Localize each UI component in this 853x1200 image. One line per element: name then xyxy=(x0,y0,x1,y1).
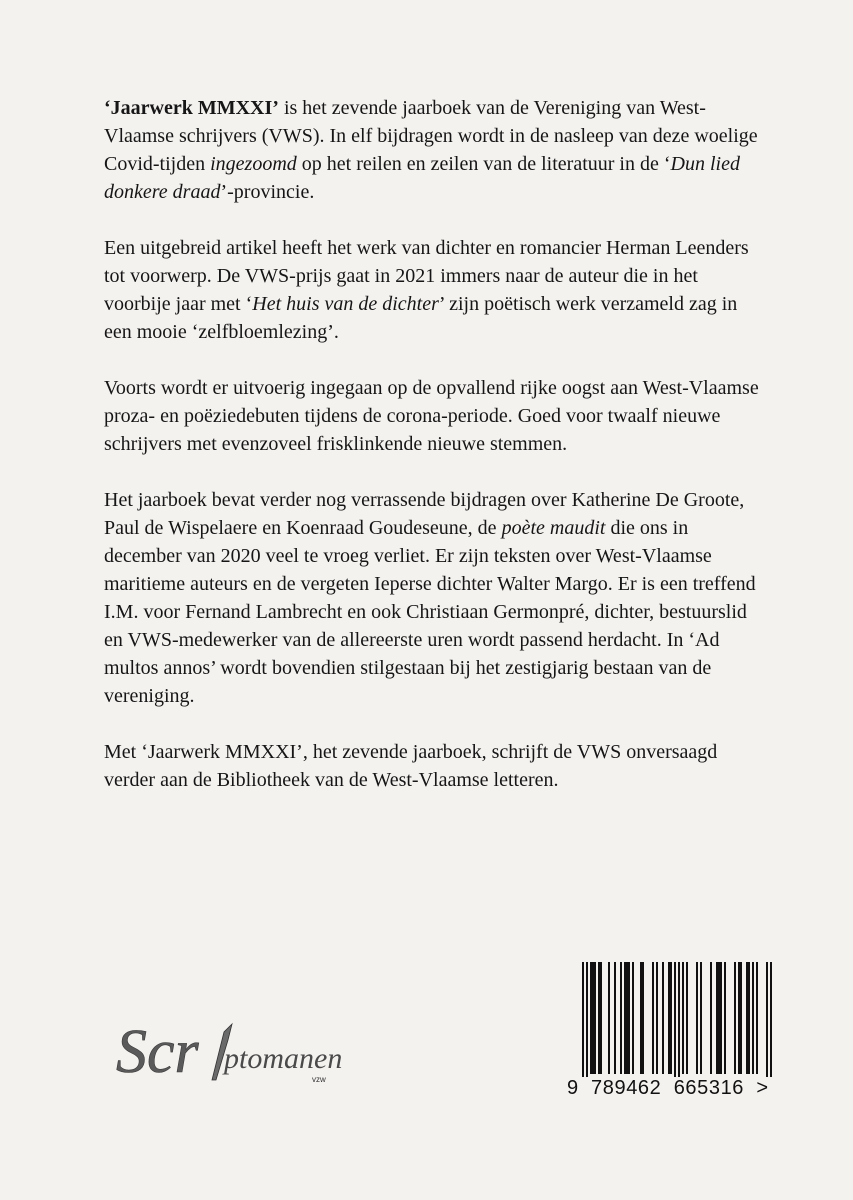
bold-run: ‘Jaarwerk MMXXI’ xyxy=(104,97,279,119)
text-run: Een uitgebreid artikel heeft het werk van dichter en romancier Herman Leenders tot voorwerp. De VWS-prijs gaat in 2021 immers naar de auteur die in het voorbije jaar met ‘ xyxy=(104,237,749,315)
barcode-bar xyxy=(594,962,596,1074)
barcode-bar xyxy=(738,962,740,1074)
barcode-bar xyxy=(628,962,630,1074)
barcode-bar xyxy=(734,962,736,1074)
logo-vzw: vzw xyxy=(312,1075,326,1084)
scriptomanen-logo xyxy=(112,1010,352,1090)
logo-wordmark: ptomanen xyxy=(224,1042,343,1075)
barcode-bar xyxy=(678,962,680,1090)
barcode-bar xyxy=(608,962,610,1074)
text-run: die ons in december van 2020 veel te vroeg verliet. Er zijn teksten over West-Vlaamse maritieme auteurs en de vergeten Ieperse dichter Walter Margo. Er is een treffend I.M. voor Fernand Lambrecht en ook Christiaan Germonpré, dichter, bestuurslid en VWS-medewerker van de allereerste uren wordt passend herdacht. In ‘Ad multos annos’ wordt bovendien stilgestaan bij het zestigjarig bestaan van de vereniging. xyxy=(104,517,756,707)
barcode-bar xyxy=(682,962,684,1074)
barcode-bar xyxy=(670,962,672,1074)
barcode-bar xyxy=(632,962,634,1074)
barcode-bar xyxy=(600,962,602,1074)
barcode-bar xyxy=(740,962,742,1074)
barcode-bar xyxy=(766,962,768,1090)
barcode-bar xyxy=(746,962,748,1074)
paragraph-bijdragen xyxy=(104,486,764,710)
paragraph-herman-leenders xyxy=(104,234,764,346)
text-run: ’ zijn poëtisch werk verzameld zag in een mooie ‘zelfbloemlezing’. xyxy=(104,293,738,343)
barcode-bar xyxy=(656,962,658,1074)
barcode-bar xyxy=(716,962,718,1074)
blurb-text xyxy=(104,94,764,822)
text-run: Het jaarboek bevat verder nog verrassende bijdragen over Katherine De Groote, Paul de Wispelaere en Koenraad Goudeseune, de xyxy=(104,489,745,539)
barcode-bar xyxy=(700,962,702,1074)
isbn-number: 9 789462 665316 > xyxy=(564,1077,772,1100)
italic-run: Dun lied donkere draad xyxy=(104,153,740,203)
barcode-bar xyxy=(586,962,588,1090)
barcode-bar xyxy=(614,962,616,1074)
text-run: is het zevende jaarboek van de Vereniging van West-Vlaamse schrijvers (VWS). In elf bijdragen wordt in de nasleep van deze woelige Covid-tijden xyxy=(104,97,758,175)
italic-run: poète maudit xyxy=(501,517,606,539)
barcode-bar xyxy=(770,962,772,1090)
barcode-bar xyxy=(668,962,670,1074)
barcode-bar xyxy=(696,962,698,1074)
barcode-bar xyxy=(598,962,600,1074)
paragraph-debuten xyxy=(104,374,764,458)
barcode-bar xyxy=(640,962,642,1074)
barcode-bar xyxy=(662,962,664,1074)
text-run: Voorts wordt er uitvoerig ingegaan op de opvallend rijke oogst aan West-Vlaamse proza- en poëziedebuten tijdens de corona-periode. Goed voor twaalf nieuwe schrijvers met evenzoveel frisklinkende nieuwe stemmen. xyxy=(104,377,759,455)
barcode-bar xyxy=(674,962,676,1090)
barcode-bar xyxy=(724,962,726,1074)
barcode-bar xyxy=(620,962,622,1074)
barcode-bar xyxy=(590,962,592,1074)
barcode-bar xyxy=(710,962,712,1074)
barcode-bar xyxy=(642,962,644,1074)
barcode-bar xyxy=(720,962,722,1074)
barcode-bar xyxy=(592,962,594,1074)
barcode-bar xyxy=(624,962,626,1074)
barcode-bar xyxy=(582,962,584,1090)
text-run: Met ‘Jaarwerk MMXXI’, het zevende jaarboek, schrijft de VWS onversaagd verder aan de Bibliotheek van de West-Vlaamse letteren. xyxy=(104,741,718,791)
text-run: op het reilen en zeilen van de literatuur in de ‘ xyxy=(296,153,671,175)
barcode-bar xyxy=(756,962,758,1074)
logo-script-letters: Scr xyxy=(116,1018,199,1086)
barcode-bar xyxy=(652,962,654,1074)
barcode-bar xyxy=(686,962,688,1074)
text-run: ’-provincie. xyxy=(220,181,315,203)
italic-run: Het huis van de dichter xyxy=(252,293,439,315)
paragraph-closing xyxy=(104,738,764,794)
barcode-bar xyxy=(748,962,750,1074)
paragraph-intro xyxy=(104,94,764,206)
barcode-bar xyxy=(718,962,720,1074)
barcode-bar xyxy=(626,962,628,1074)
italic-run: ingezoomd xyxy=(210,153,297,175)
barcode-bar xyxy=(752,962,754,1074)
